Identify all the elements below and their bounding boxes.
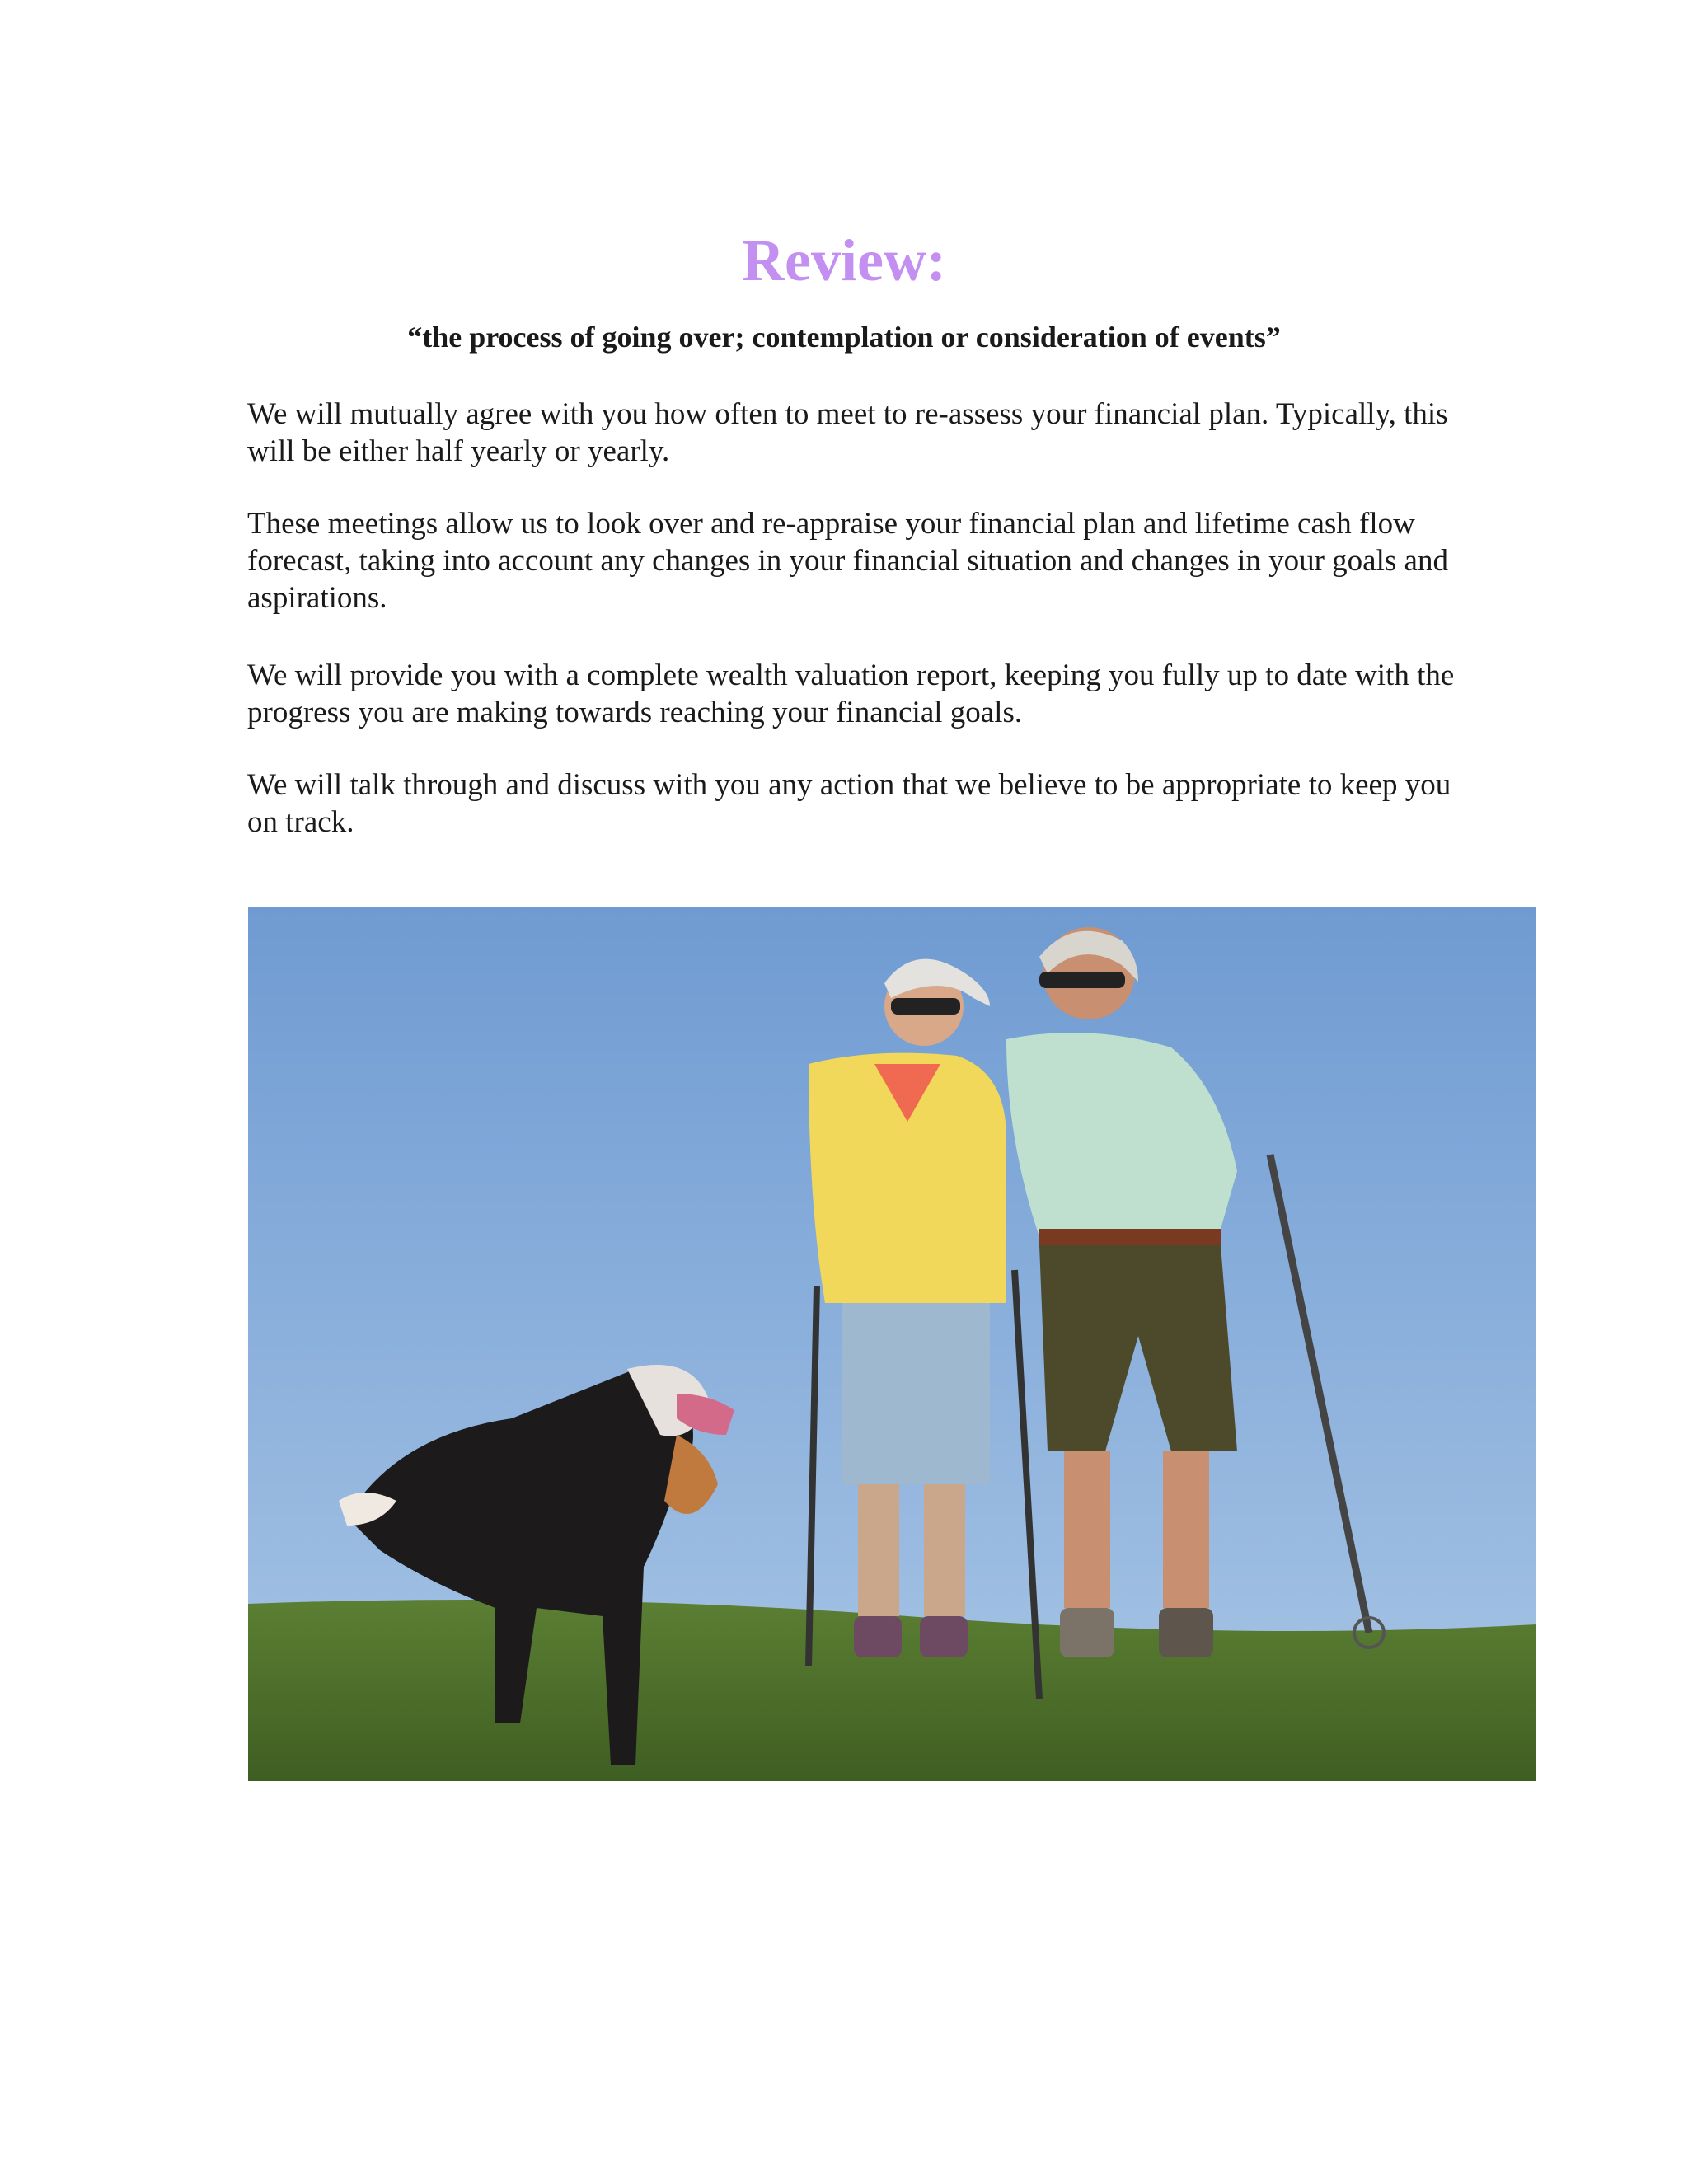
paragraph-meeting-frequency: We will mutually agree with you how often to meet to re-assess your financial plan. Typically, this will be either half yearly or yearly. <box>247 397 1448 468</box>
page-title: Review: <box>742 227 946 294</box>
definition-quote: “the process of going over; contemplation or consideration of events” <box>407 321 1281 354</box>
paragraph-valuation-report: We will provide you with a complete wealth valuation report, keeping you fully up to date with the progress you are making towards reaching your financial goals. <box>247 658 1455 729</box>
paragraph-meetings-purpose: These meetings allow us to look over and re-appraise your financial plan and lifetime cash flow forecast, taking into account any changes in your financial situation and changes in your goals and aspirations. <box>247 507 1448 615</box>
paragraph-action-discussion: We will talk through and discuss with you any action that we believe to be appropriate to keep you on track. <box>247 768 1451 839</box>
photo-couple-walking-with-dog <box>248 907 1536 1781</box>
